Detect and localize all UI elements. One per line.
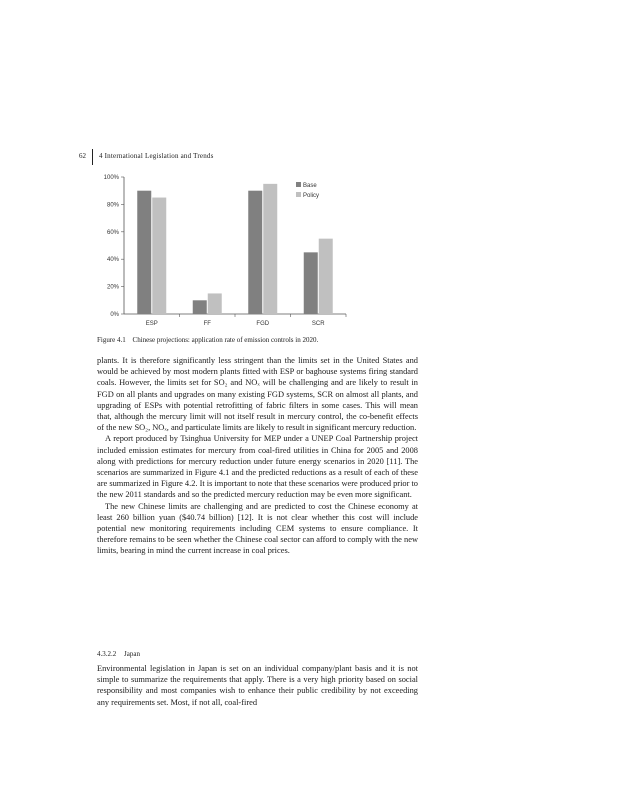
figure-label: Figure 4.1	[97, 336, 126, 344]
x-tick-label: SCR	[311, 321, 325, 327]
y-tick-label: 0%	[110, 312, 119, 318]
figure-caption-text: Chinese projections: application rate of emission controls in 2020.	[132, 336, 319, 344]
paragraph: The new Chinese limits are challenging and are predicted to cost the Chinese economy at least 260 billion yuan ($40.74 billion) [12]. It is not clear whether this cost will include potential new monitoring requirements including CEM systems to ensure compliance. It therefore remains to be seen whether the Chinese coal sector can afford to comply with the new limits, bearing in mind the current increase in coal prices.	[97, 501, 418, 556]
bar-base-fgd	[248, 191, 262, 314]
subsection-title: Japan	[124, 650, 140, 658]
bar-base-scr	[304, 252, 318, 314]
body-text-block-2	[97, 663, 418, 708]
chapter-title: 4 International Legislation and Trends	[99, 152, 214, 160]
y-tick-label: 20%	[106, 284, 119, 291]
bar-base-ff	[193, 300, 207, 314]
x-tick-label: ESP	[145, 321, 158, 327]
emission-controls-chart	[88, 170, 358, 332]
y-tick-label: 100%	[103, 175, 119, 181]
legend-swatch-base	[296, 182, 301, 187]
bar-policy-fgd	[263, 184, 277, 314]
page-number: 62	[79, 152, 86, 160]
bar-base-esp	[137, 191, 151, 314]
body-text-block-1	[97, 355, 418, 557]
y-tick-label: 40%	[106, 257, 119, 264]
subsection-number: 4.3.2.2	[97, 650, 117, 658]
x-tick-label: FGD	[256, 321, 270, 327]
legend-label-policy: Policy	[303, 193, 320, 199]
legend-swatch-policy	[296, 192, 301, 197]
bar-policy-esp	[152, 198, 166, 314]
paragraph: A report produced by Tsinghua University for MEP under a UNEP Coal Partnership project included emission estimates for mercury from coal-fired utilities in China for 2005 and 2008 along with predictions for mercury reduction under future energy scenarios in 2020 [11]. The scenarios are summarized in Figure 4.1 and the predicted reductions as a result of each of these are summarized in Figure 4.2. It is important to note that these scenarios were produced prior to the new 2011 standards and so the predicted mercury reduction may be even more significant.	[97, 434, 418, 500]
paragraph: Environmental legislation in Japan is set on an individual company/plant basis and it is not simple to summarize the requirements that apply. There is a very high priority based on social responsibility and most companies wish to enhance their public credibility by not exceeding any requirements set. Most, if not all, coal-fired	[97, 664, 418, 707]
bar-policy-scr	[319, 239, 333, 314]
y-tick-label: 60%	[106, 229, 119, 236]
figure-caption	[97, 336, 318, 344]
bar-policy-ff	[208, 293, 222, 314]
paragraph: plants. It is therefore significantly less stringent than the limits set in the United States and would be achieved by most modern plants fitted with ESP or baghouse systems firing standard coals. However, the limits set for SO₂ and NOₓ will be challenging and are likely to result in FGD on all plants and upgrades on many existing FGD systems, SCR on almost all plants, and upgrading of ESPs with potential retrofitting of fabric filters in some cases. This will mean that, although the mercury limit will not itself result in mercury control, the co-benefit effects of the new SO₂, NOₓ, and particulate limits are likely to result in significant mercury reduction.	[97, 356, 418, 433]
x-tick-label: FF	[203, 321, 211, 327]
subsection-heading	[97, 650, 140, 658]
legend-label-base: Base	[303, 183, 317, 189]
header-divider	[92, 149, 93, 165]
y-tick-label: 80%	[106, 202, 119, 209]
